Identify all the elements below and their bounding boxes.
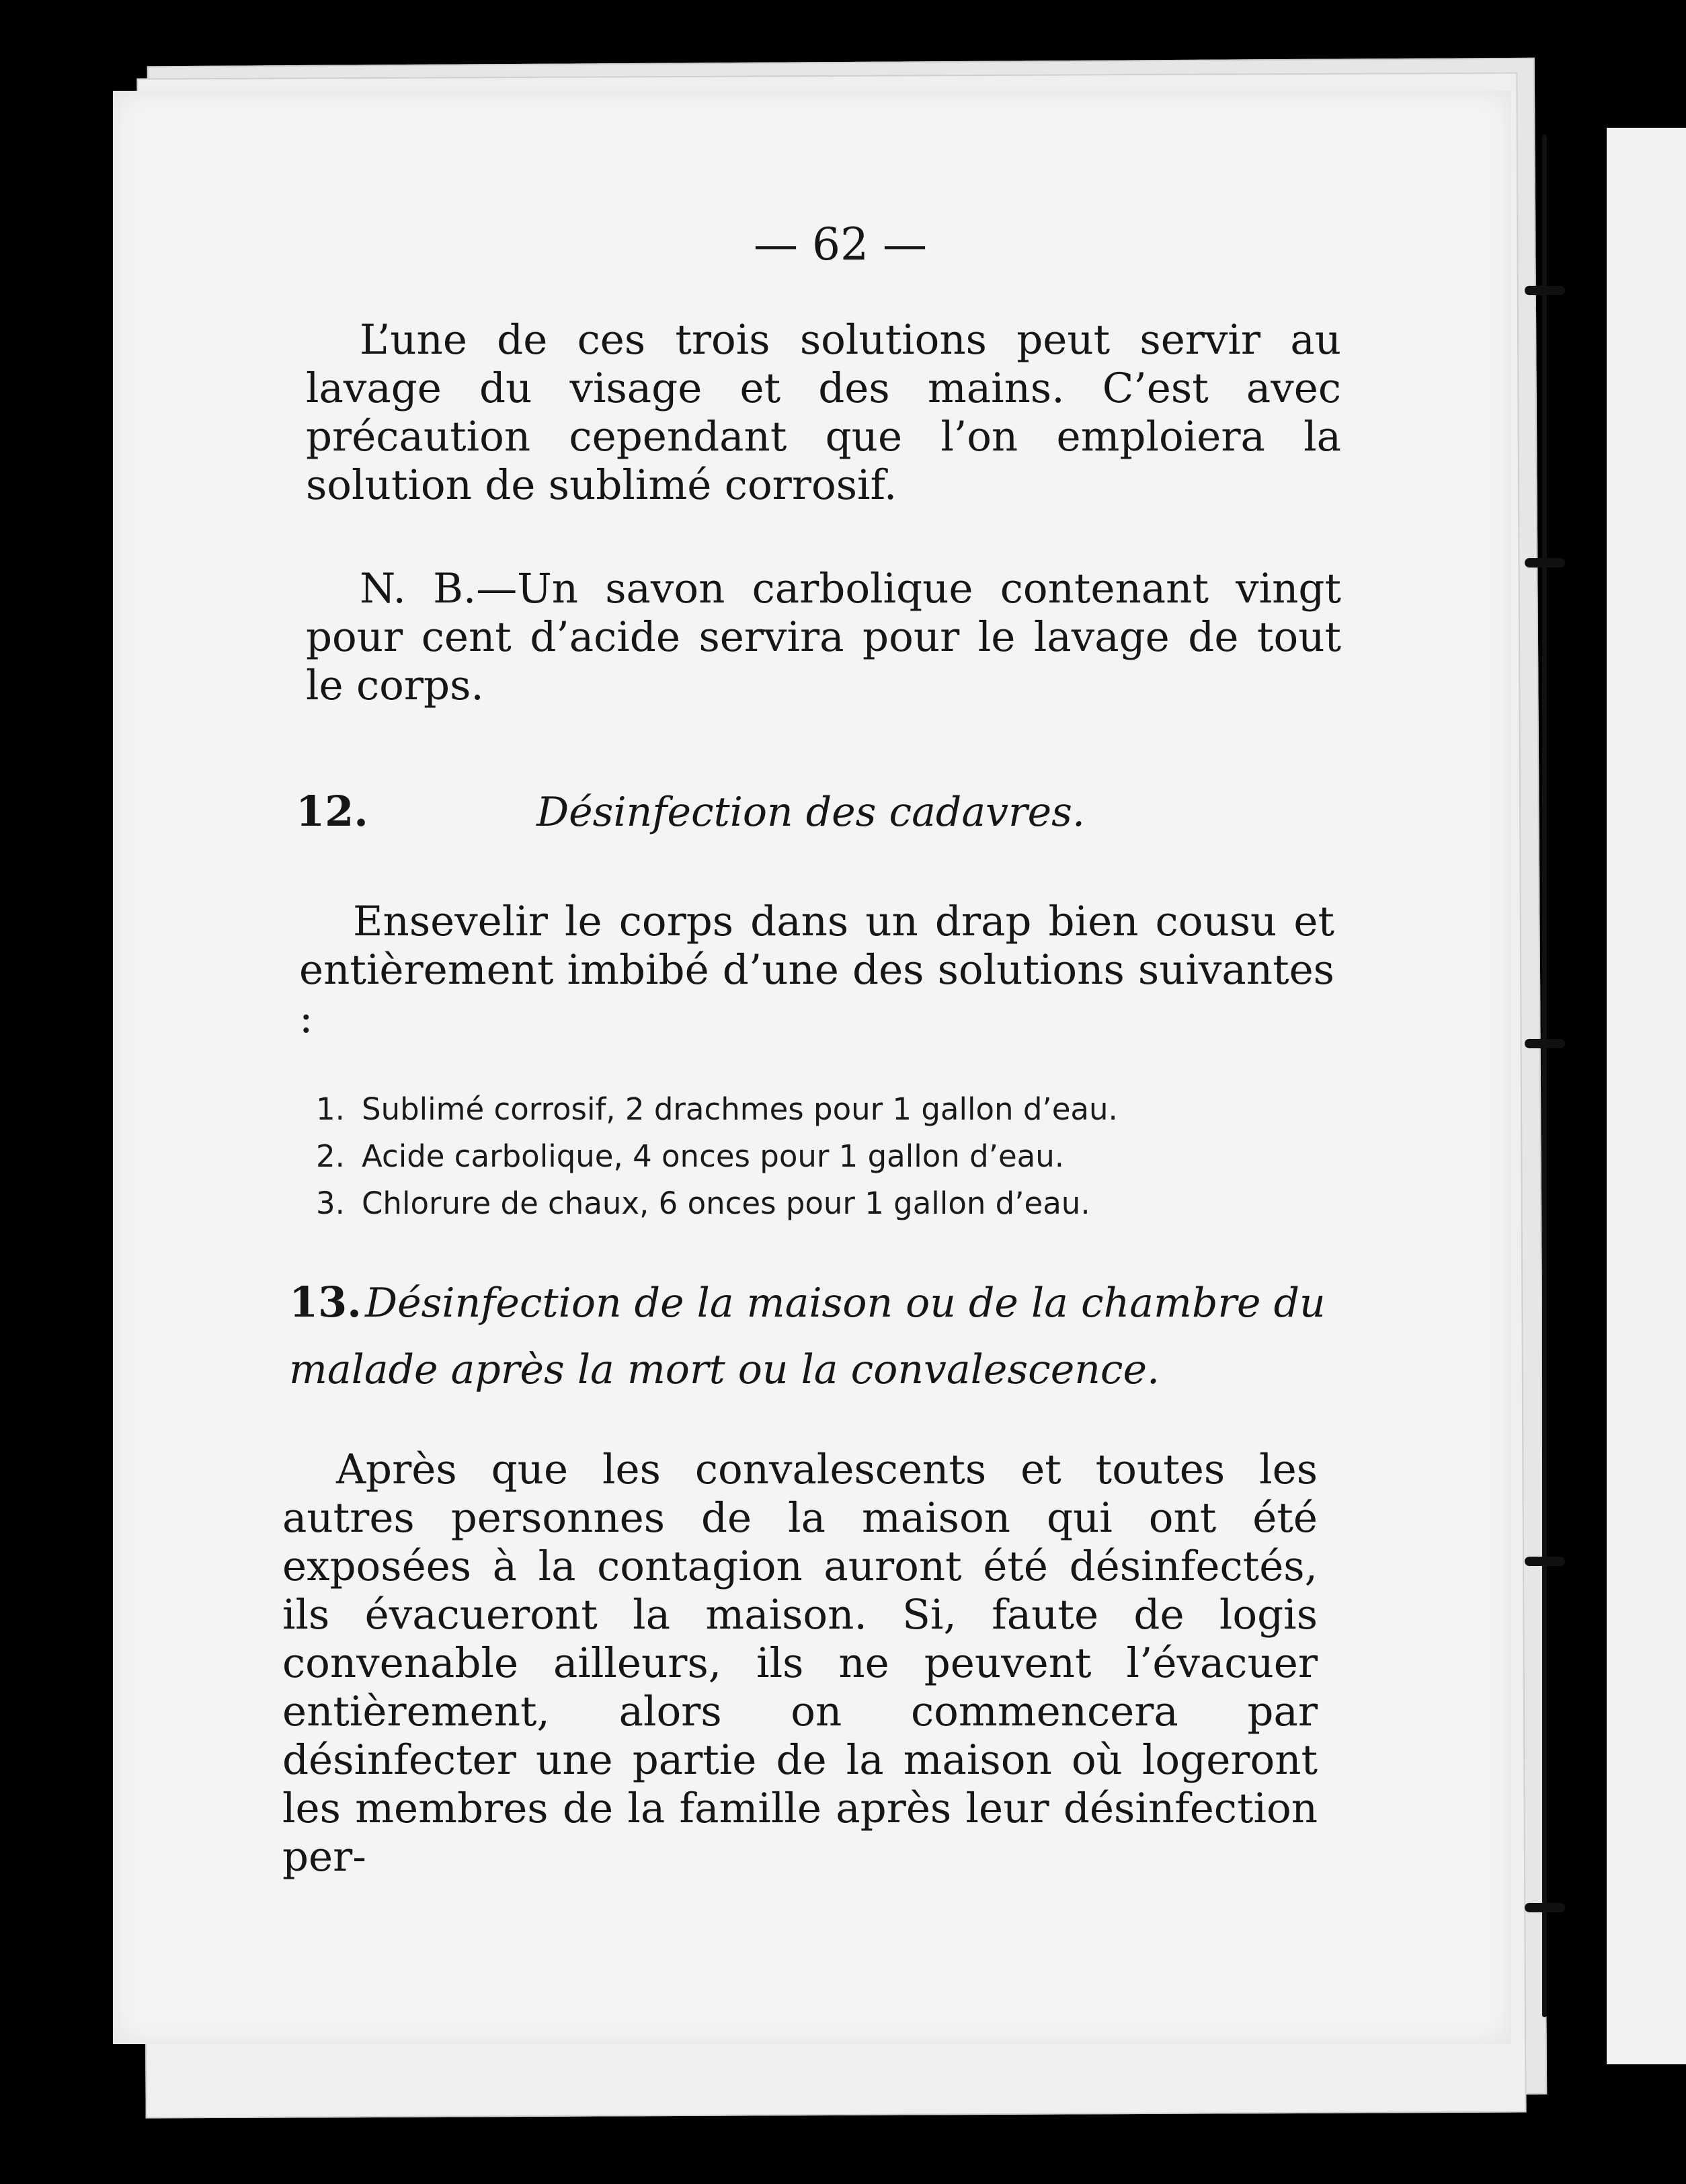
list-item: 3. Chlorure de chaux, 6 onces pour 1 gallon d’eau. xyxy=(316,1185,1090,1221)
paragraph-text: Ensevelir le corps dans un drap bien cousu et entièrement imbibé d’une des solutions suivantes : xyxy=(299,898,1334,1042)
stitch xyxy=(1525,1557,1565,1566)
stitch xyxy=(1525,286,1565,295)
section-number: 13. xyxy=(289,1278,362,1327)
section-12-heading xyxy=(296,787,1331,836)
section-title: Désinfection des cadavres. xyxy=(536,789,1086,836)
facing-page-edge xyxy=(1607,128,1686,2064)
list-item: 1. Sublimé corrosif, 2 drachmes pour 1 gallon d’eau. xyxy=(316,1091,1118,1127)
paragraph-nb-note xyxy=(306,565,1341,710)
section-title: Désinfection de la maison ou de la chambre du malade après la mort ou la convalescence. xyxy=(289,1280,1326,1393)
paragraph-section13-body xyxy=(282,1446,1318,1881)
stitch xyxy=(1525,1903,1565,1912)
binding-thread xyxy=(1525,134,1565,2017)
stitch xyxy=(1525,558,1565,568)
solutions-list xyxy=(316,1086,1324,1227)
section-13-heading xyxy=(289,1274,1338,1408)
section-number: 12. xyxy=(296,787,368,836)
paragraph-text: N. B.—Un savon carbolique contenant vingt pour cent d’acide servira pour le lavage de tout le corps. xyxy=(306,565,1341,709)
paragraph-text: Après que les convalescents et toutes les autres personnes de la maison qui ont été exposées à la contagion auront été désinfectés, ils évacueront la maison. Si, faute de logis convenable ailleurs, ils ne peuvent l’évacuer entièrement, alors on commencera par désinfecter une partie de la maison où logeront les membres de la famille après leur désinfection per- xyxy=(282,1446,1318,1881)
page-number: — 62 — xyxy=(754,219,927,270)
paragraph-section12-body xyxy=(299,898,1334,1043)
thread-line xyxy=(1542,134,1547,2017)
stitch xyxy=(1525,1039,1565,1048)
list-item: 2. Acide carbolique, 4 onces pour 1 gallon d’eau. xyxy=(316,1138,1065,1174)
paragraph-solutions-usage xyxy=(306,316,1341,510)
paragraph-text: L’une de ces trois solutions peut servir au lavage du visage et des mains. C’est avec précaution cependant que l’on emploiera la solution de sublimé corrosif. xyxy=(306,316,1341,509)
